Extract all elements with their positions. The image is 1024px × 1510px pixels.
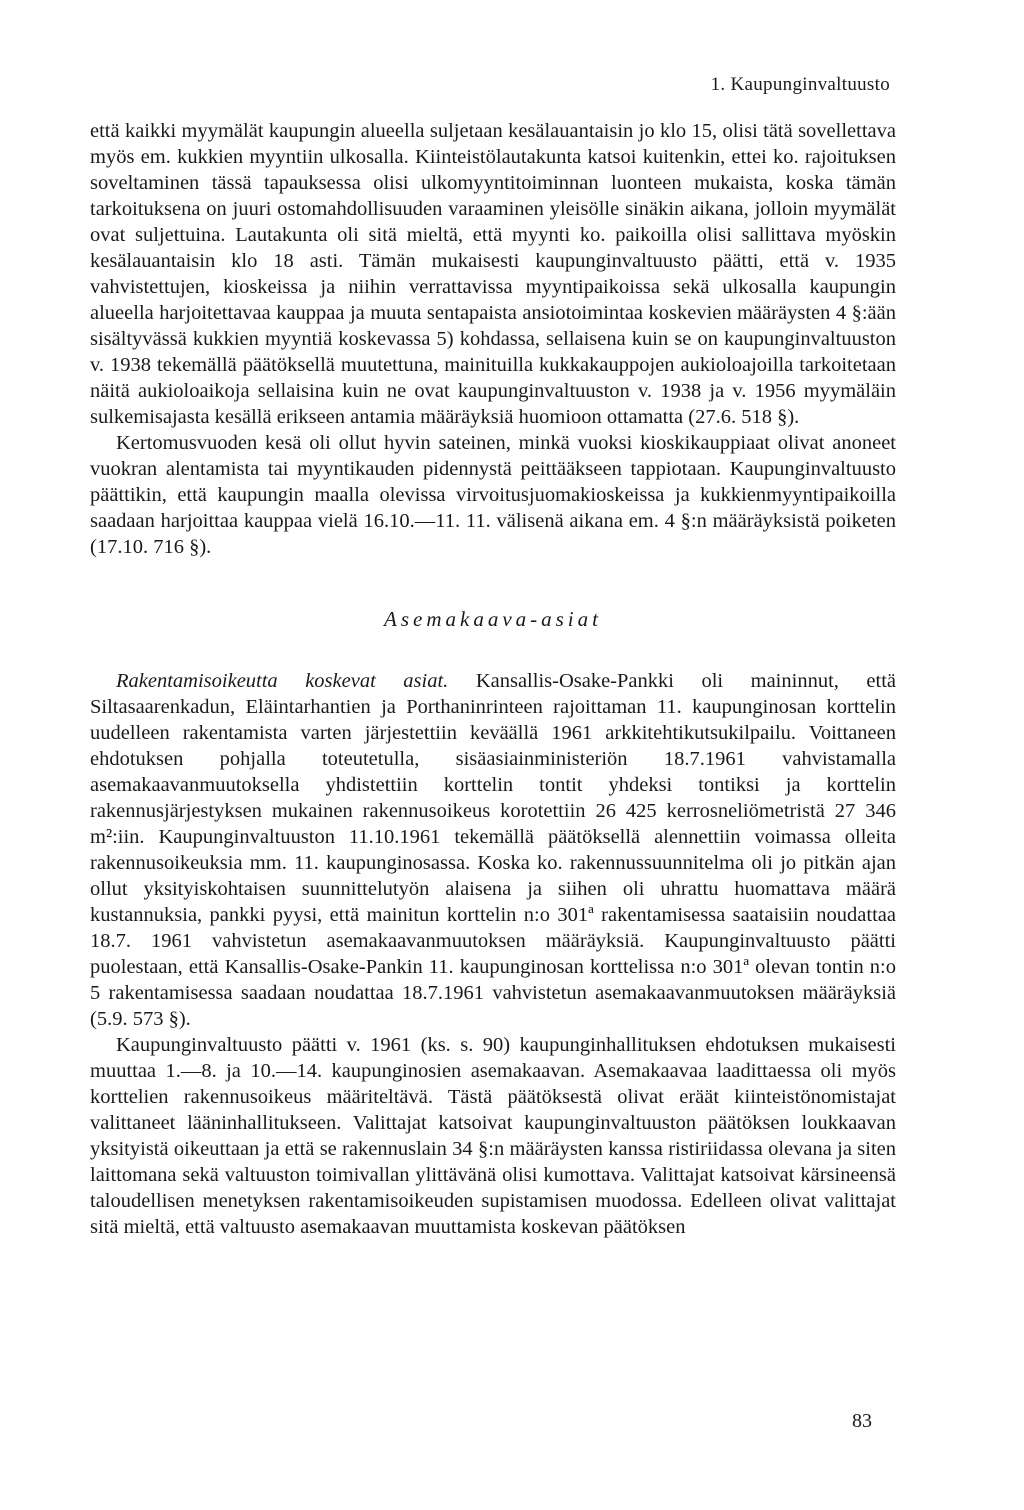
run-in-title: Rakentamisoikeutta koskevat asiat.: [116, 670, 449, 692]
section-heading: Asemakaava-asiat: [384, 607, 602, 631]
paragraph-rakentamisoikeus-text: Kansallis-Osake-Pankki oli maininnut, että Siltasaarenkadun, Eläintarhantien ja Porthaninrinteen rajoittaman 11. kaupunginosan korttelin uudelleen rakentamista varten järjestettiin keväällä 1961 arkkitehtikutsukilpailu. Voittaneen ehdotuksen pohjalla toteutetulla, sisäasiainministeriön 18.7.1961 vahvistamalla asemakaavanmuutoksella yhdistettiin korttelin tontit yhdeksi tontiksi ja korttelin rakennusjärjestyksen mukainen rakennusoikeus korotettiin 26 425 kerrosneliömetristä 27 346 m²:iin. Kaupunginvaltuuston 11.10.1961 tekemällä päätöksellä alennettiin voimassa olleita rakennusoikeuksia mm. 11. kaupunginosassa. Koska ko. rakennussuunnitelma oli jo pitkän ajan ollut yksityiskohtaisen suunnittelutyön alaisena ja siihen oli uhrattu huomattava määrä kustannuksia, pankki pyysi, että mainitun korttelin n:o 301ª rakentamisessa saataisiin noudattaa 18.7. 1961 vahvistetun asemakaavanmuutoksen määräyksiä. Kaupunginvaltuusto päätti puolestaan, että Kansallis-Osake-Pankin 11. kaupunginosan korttelissa n:o 301ª olevan tontin n:o 5 rakentamisessa saadaan noudattaa 18.7.1961 vahvistetun asemakaavanmuutoksen määräyksiä (5.9. 573 §).: [90, 670, 897, 1030]
paragraph-asemakaava: Kaupunginvaltuusto päätti v. 1961 (ks. s. 90) kaupunginhallituksen ehdotuksen mukaisesti muuttaa 1.—8. ja 10.—14. kaupunginosien asemakaavan. Asemakaavaa laadittaessa oli myös korttelien rakennusoikeus määriteltävä. Tästä päätöksestä olivat eräät kiinteistönomistajat valittaneet lääninhallitukseen. Valittajat katsoivat kaupunginvaltuuston päätöksen loukkaavan yksityistä oikeuttaan ja että se rakennuslain 34 §:n määräysten kanssa ristiriidassa olevana ja siten laittomana sekä valtuuston toimivallan ylittävänä olisi kumottava. Valittajat katsoivat kärsineensä taloudellisen menetyksen rakentamisoikeuden supistamisen muodossa. Edelleen olivat valittajat sitä mieltä, että valtuusto asemakaavan muuttamista koskevan päätöksen: [90, 1034, 896, 1238]
paragraph-kioski: Kertomusvuoden kesä oli ollut hyvin sateinen, minkä vuoksi kioskikauppiaat olivat anoneet vuokran alentamista tai myyntikauden pidennystä peittääkseen tappiotaan. Kaupunginvaltuusto päättikin, että kaupungin maalla olevissa virvoitusjuomakioskeissa ja kukkienmyyntipaikoilla saadaan harjoittaa kauppaa vielä 16.10.—11. 11. välisenä aikana em. 4 §:n määräyksistä poiketen (17.10. 716 §).: [90, 432, 896, 558]
paragraph-continued: että kaikki myymälät kaupungin alueella suljetaan kesälauantaisin jo klo 15, olisi tätä sovellettava myös em. kukkien myyntiin ulkosalla. Kiinteistölautakunta katsoi kuitenkin, ettei ko. rajoituksen soveltaminen tässä tapauksessa olisi ulkomyyntitoiminnan luonteen mukaista, koska tämän tarkoituksena on juuri ostomahdollisuuden varaaminen yleisölle sinäkin aikana, jolloin myymälät ovat suljettuina. Lautakunta oli sitä mieltä, että myynti ko. paikoilla olisi sallittava myöskin kesälauantaisin klo 18 asti. Tämän mukaisesti kaupunginvaltuusto päätti, että v. 1935 vahvistettujen, kioskeissa ja niihin verrattavissa myyntipaikoissa sekä ulkosalla kaupungin alueella harjoitettavaa kauppaa ja muuta sentapaista ansiotoimintaa koskevien määräysten 4 §:ään sisältyvässä kukkien myyntiä koskevassa 5) kohdassa, sellaisena kuin se on kaupunginvaltuuston v. 1938 tekemällä päätöksellä muutettuna, mainituilla kukkakauppojen aukioloajoilla tarkoitetaan näitä aukioloaikoja sellaisina kuin ne ovat kaupunginvaltuuston v. 1938 ja v. 1956 myymäläin sulkemisajasta kesällä erikseen antamia määräyksiä huomioon ottamatta (27.6. 518 §).: [90, 120, 896, 428]
running-header: 1. Kaupunginvaltuusto: [710, 74, 890, 95]
paragraph-rakentamisoikeus: [90, 668, 896, 1032]
body-text: [90, 118, 896, 1240]
page-number: 83: [852, 1410, 872, 1432]
